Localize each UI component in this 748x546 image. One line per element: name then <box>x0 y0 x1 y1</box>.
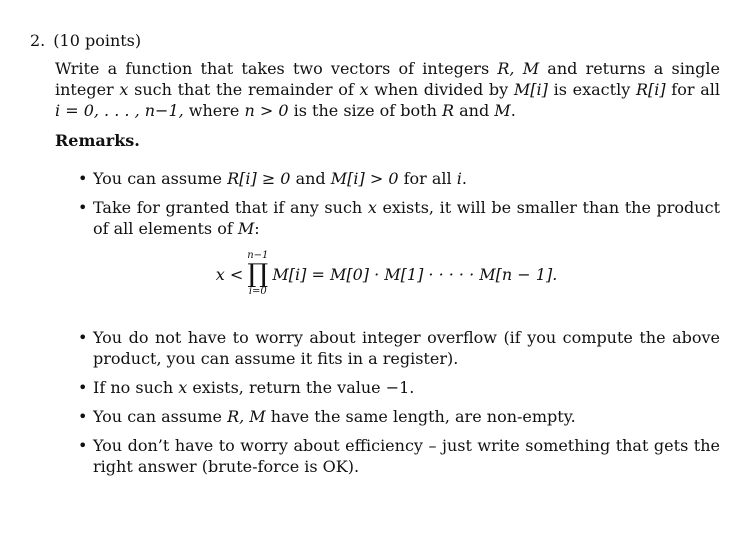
math-r: R <box>441 101 455 120</box>
remark-item <box>78 168 720 189</box>
formula-rhs: M[i] = M[0] · M[1] · · · · · M[n − 1]. <box>272 264 558 284</box>
remark-text: for all <box>398 169 457 188</box>
math-index-range: i = 0, . . . , n−1, <box>55 101 184 120</box>
remark-item <box>78 327 720 369</box>
math-vectors: R, M <box>227 407 266 426</box>
statement-text: Write a function that takes two vectors of integers <box>55 59 498 78</box>
remark-text: exists, return the value −1. <box>187 378 415 397</box>
math-x: x <box>119 80 129 99</box>
problem-points: (10 points) <box>53 31 142 50</box>
product-operator <box>247 251 268 297</box>
statement-text: and returns a single integer <box>55 59 720 99</box>
math-x: x <box>359 80 369 99</box>
remark-item <box>78 197 720 305</box>
math-i: i <box>456 169 462 188</box>
bullet-icon: • <box>78 378 88 397</box>
remark-text: If no such <box>93 378 179 397</box>
remarks-list <box>78 168 720 477</box>
product-lower-limit: i=0 <box>248 286 267 297</box>
statement-text: when divided by <box>368 80 514 99</box>
remark-text: You do not have to worry about integer overflow (if you compute the above product, you can assume it fits in a register). <box>93 328 720 368</box>
bullet-icon: • <box>78 169 88 188</box>
remark-text: You can assume <box>93 169 228 188</box>
math-x: x <box>178 378 188 397</box>
math-m: M <box>494 101 511 120</box>
statement-text: and <box>454 101 495 120</box>
remark-text: . <box>461 169 467 188</box>
bullet-icon: • <box>78 407 88 426</box>
remark-text: You can assume <box>93 407 228 426</box>
math-m: M <box>237 219 255 238</box>
problem-heading <box>30 30 720 52</box>
product-formula <box>93 243 720 305</box>
remarks-title: Remarks. <box>55 131 140 150</box>
statement-text: where <box>183 101 245 120</box>
remark-text: have the same length, are non-empty. <box>265 407 576 426</box>
bullet-icon: • <box>78 198 88 217</box>
math-n-positive: n > 0 <box>244 101 289 120</box>
statement-text: for all <box>665 80 720 99</box>
problem-number: 2. <box>30 31 46 50</box>
statement-text: is the size of both <box>288 101 442 120</box>
problem-statement <box>55 58 720 121</box>
remark-item <box>78 406 720 427</box>
statement-text: such that the remainder of <box>128 80 360 99</box>
math-m-i: M[i] <box>513 80 548 99</box>
remark-text: Take for granted that if any such <box>93 198 368 217</box>
product-upper-limit: n−1 <box>247 250 269 261</box>
formula-lhs: x < <box>215 264 244 284</box>
remark-text: You don’t have to worry about efficiency – just write something that gets the right answer (brute-force is OK). <box>93 436 720 476</box>
math-x: x <box>367 198 377 217</box>
statement-text: . <box>510 101 516 120</box>
math-vectors: R, M <box>497 59 540 78</box>
problem-2 <box>30 30 720 485</box>
product-symbol: ∏ <box>247 259 269 289</box>
statement-text: is exactly <box>547 80 636 99</box>
remark-text: exists, it will be smaller than the product of all elements of <box>93 198 720 238</box>
math-m-positive: M[i] > 0 <box>330 169 399 188</box>
remark-item <box>78 435 720 477</box>
bullet-icon: • <box>78 436 88 455</box>
remark-text: : <box>254 219 260 238</box>
remark-text: and <box>290 169 331 188</box>
math-r-nonneg: R[i] ≥ 0 <box>227 169 291 188</box>
math-r-i: R[i] <box>635 80 666 99</box>
remark-item <box>78 377 720 398</box>
bullet-icon: • <box>78 328 88 347</box>
